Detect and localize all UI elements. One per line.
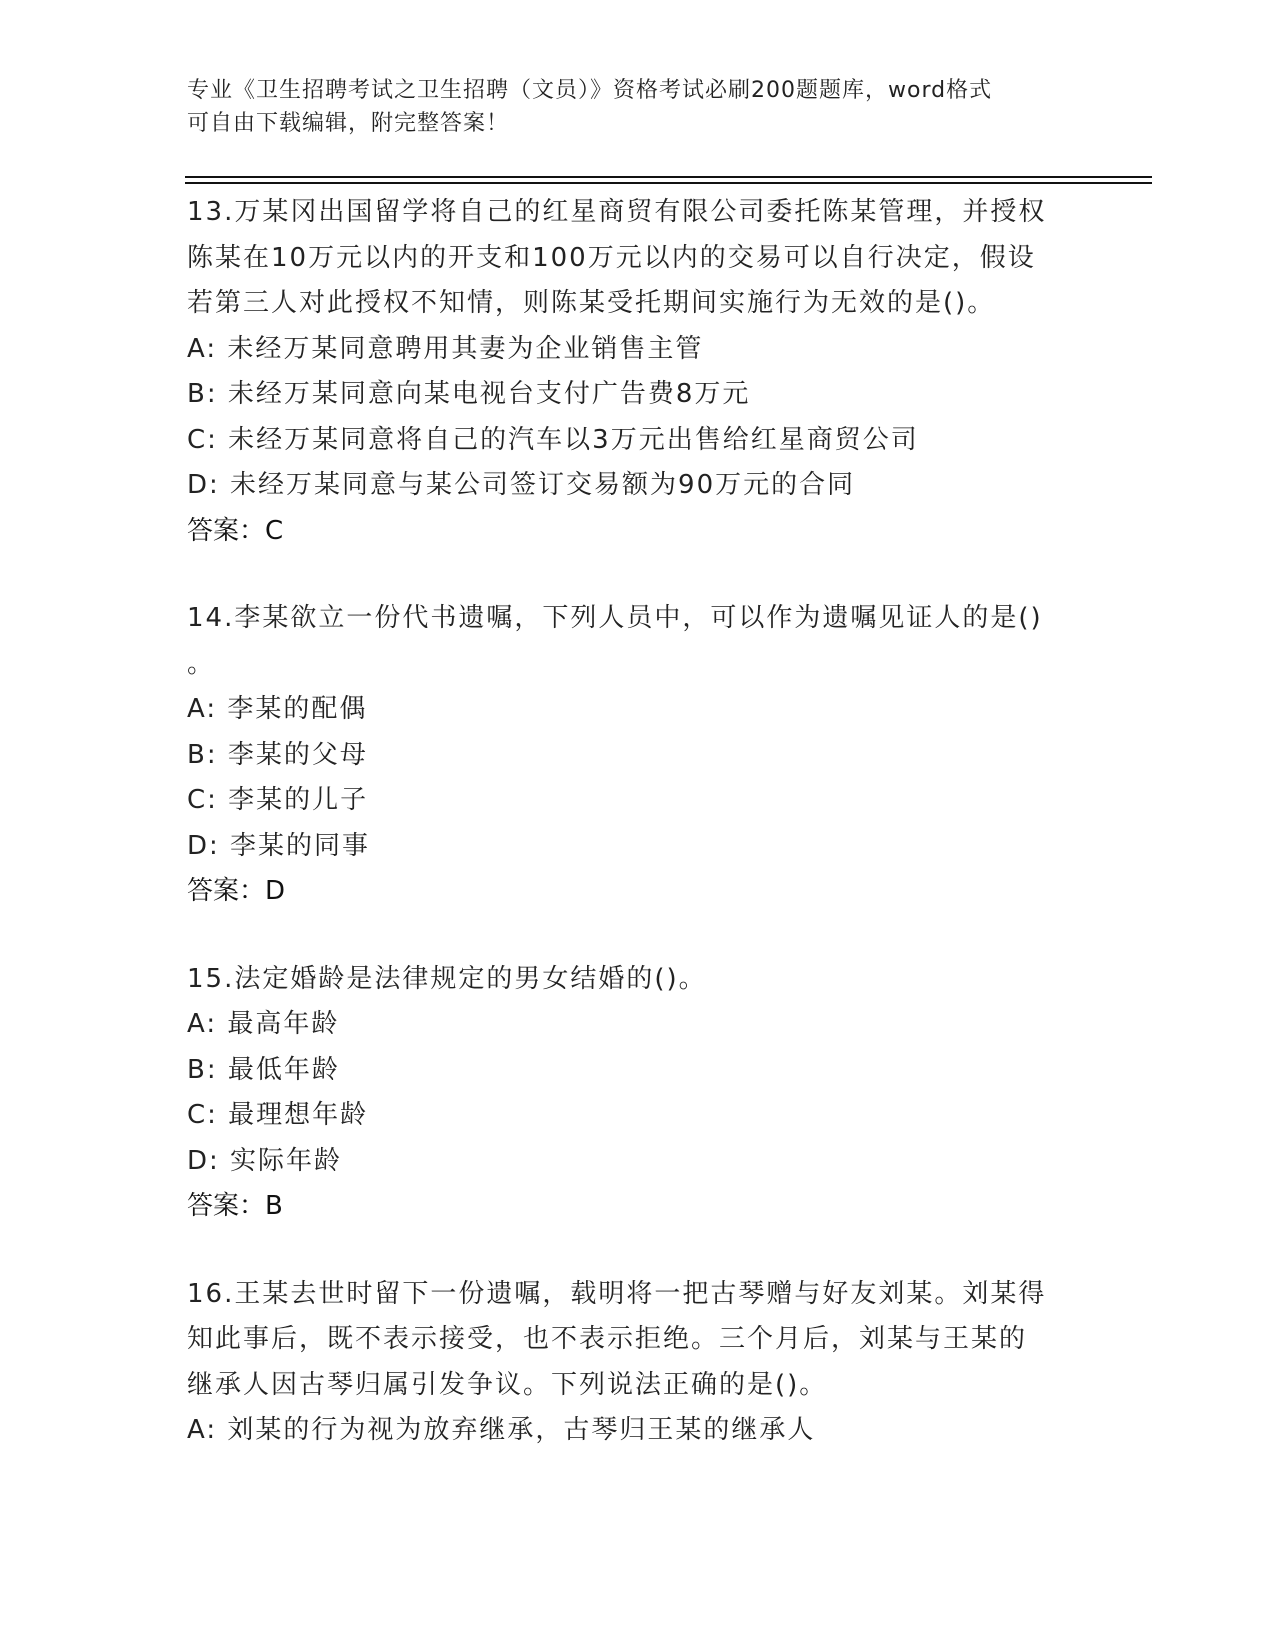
question-15: [187, 957, 1087, 1230]
question-list: [187, 190, 1087, 1454]
header-line-1: 专业《卫生招聘考试之卫生招聘（文员）》资格考试必刷200题题库，word格式: [187, 78, 993, 103]
question-stem-line: 。: [187, 648, 216, 679]
header-line-2: 可自由下载编辑，附完整答案！: [187, 111, 510, 136]
question-stem-line: 继承人因古琴归属引发争议。下列说法正确的是()。: [187, 1369, 828, 1400]
question-stem-line: 15.法定婚龄是法律规定的男女结婚的()。: [187, 963, 707, 994]
header-divider-top: [185, 176, 1152, 178]
option-a: A: 李某的配偶: [187, 694, 368, 724]
question-14: [187, 596, 1087, 915]
option-d: D: 实际年龄: [187, 1145, 343, 1176]
question-stem-line: 若第三人对此授权不知情，则陈某受托期间实施行为无效的是()。: [187, 288, 996, 318]
option-a: A: 未经万某同意聘用其妻为企业销售主管: [187, 333, 704, 364]
question-stem-line: 14.李某欲立一份代书遗嘱，下列人员中，可以作为遗嘱见证人的是(): [187, 603, 1043, 633]
question-13: [187, 190, 1087, 554]
question-stem-line: 陈某在10万元以内的开支和100万元以内的交易可以自行决定，假设: [187, 242, 1036, 273]
option-b: B: 最低年龄: [187, 1054, 340, 1085]
question-stem-line: 13.万某冈出国留学将自己的红星商贸有限公司委托陈某管理，并授权: [187, 197, 1047, 227]
option-a: A: 最高年龄: [187, 1009, 340, 1039]
question-16: [187, 1272, 1087, 1454]
option-b: B: 李某的父母: [187, 739, 368, 770]
header-divider-bottom: [185, 182, 1152, 184]
option-c: C: 李某的儿子: [187, 785, 369, 815]
answer-line: 答案：C: [187, 515, 284, 546]
option-a: A: 刘某的行为视为放弃继承，古琴归王某的继承人: [187, 1415, 816, 1445]
option-c: C: 未经万某同意将自己的汽车以3万元出售给红星商贸公司: [187, 424, 919, 455]
answer-line: 答案：D: [187, 876, 286, 906]
option-c: C: 最理想年龄: [187, 1100, 369, 1130]
option-d: D: 李某的同事: [187, 830, 371, 861]
answer-line: 答案：B: [187, 1191, 283, 1221]
option-b: B: 未经万某同意向某电视台支付广告费8万元: [187, 379, 751, 409]
option-d: D: 未经万某同意与某公司签订交易额为90万元的合同: [187, 470, 856, 500]
document-header: [187, 74, 1067, 140]
question-stem-line: 知此事后，既不表示接受，也不表示拒绝。三个月后，刘某与王某的: [187, 1324, 1028, 1354]
question-stem-line: 16.王某去世时留下一份遗嘱，载明将一把古琴赠与好友刘某。刘某得: [187, 1278, 1047, 1309]
